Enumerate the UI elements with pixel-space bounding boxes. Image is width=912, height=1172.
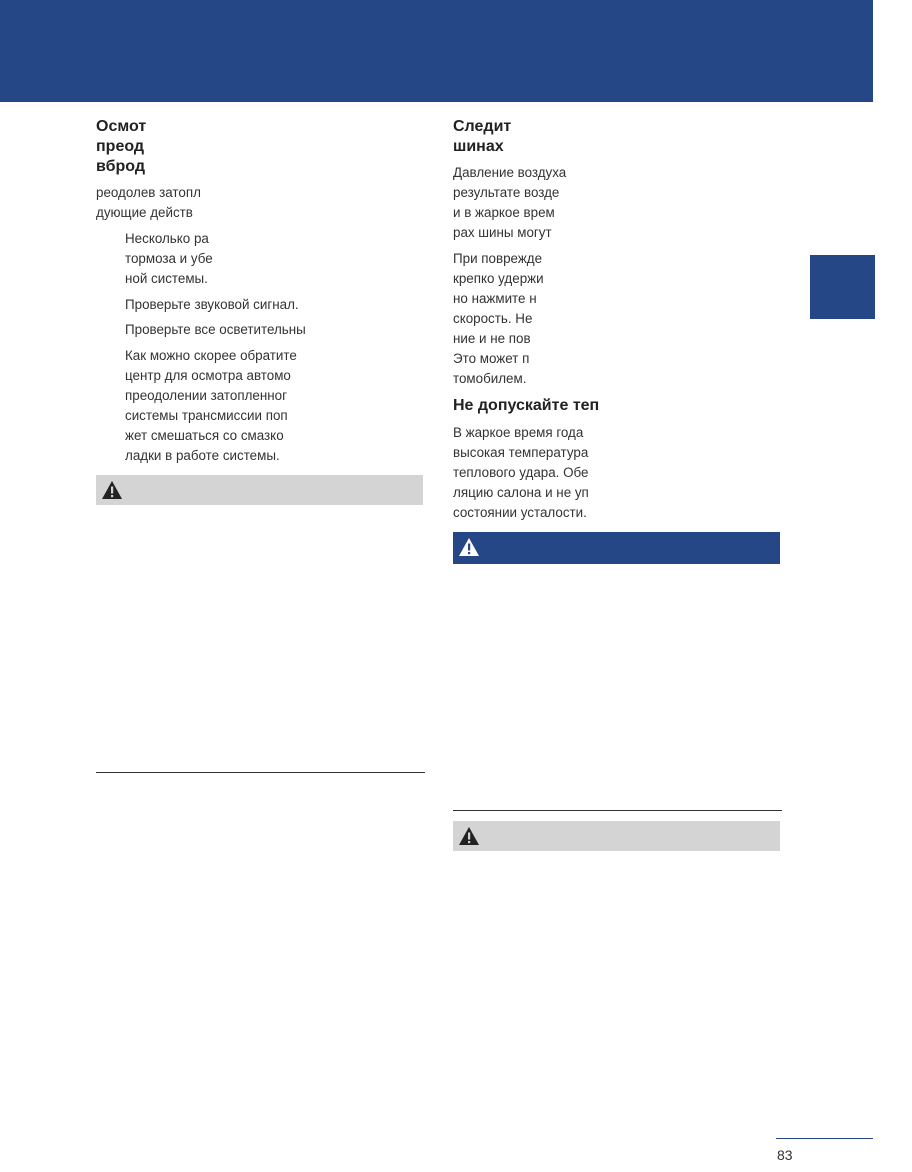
warning-triangle-icon	[458, 826, 480, 846]
left-warning-bar	[96, 475, 423, 505]
warning-triangle-icon	[458, 537, 480, 557]
chapter-side-tab	[810, 255, 875, 319]
left-bullet-4: Как можно скорее обратите центр для осмотра автомо преодолении затопленног системы трансмиссии поп жет смешаться со смазко ладки в работе системы.	[125, 348, 297, 463]
tires-paragraph-2: При поврежде крепко удержи но нажмите н скорость. Не ние и не пов Это может п томобилем.	[453, 251, 544, 386]
page-number: 83	[777, 1147, 793, 1163]
left-intro-text: реодолев затопл дующие действ	[96, 185, 201, 220]
right-warning-bar-gray	[453, 821, 780, 851]
warning-triangle-icon	[101, 480, 123, 500]
left-bullet-1: Несколько ра тормоза и убе ной системы.	[125, 231, 213, 286]
left-bullet-3: Проверьте все осветительны	[125, 322, 306, 337]
left-section-heading: Осмот преод вброд	[96, 118, 147, 175]
heat-paragraph: В жаркое время года высокая температура теплового удара. Обе ляцию салона и не уп состоянии усталости.	[453, 425, 589, 520]
tires-paragraph-1: Давление воздуха результате возде и в жаркое врем рах шины могут	[453, 165, 567, 240]
footer-rule	[776, 1138, 873, 1139]
header-band	[0, 0, 873, 102]
right-warning-bar-blue	[453, 532, 780, 564]
heat-heading: Не допускайте теп	[453, 397, 600, 414]
tires-heading: Следит шинах	[453, 118, 512, 155]
left-section-rule	[96, 772, 425, 773]
left-bullet-2: Проверьте звуковой сигнал.	[125, 297, 299, 312]
right-section-rule	[453, 810, 782, 811]
